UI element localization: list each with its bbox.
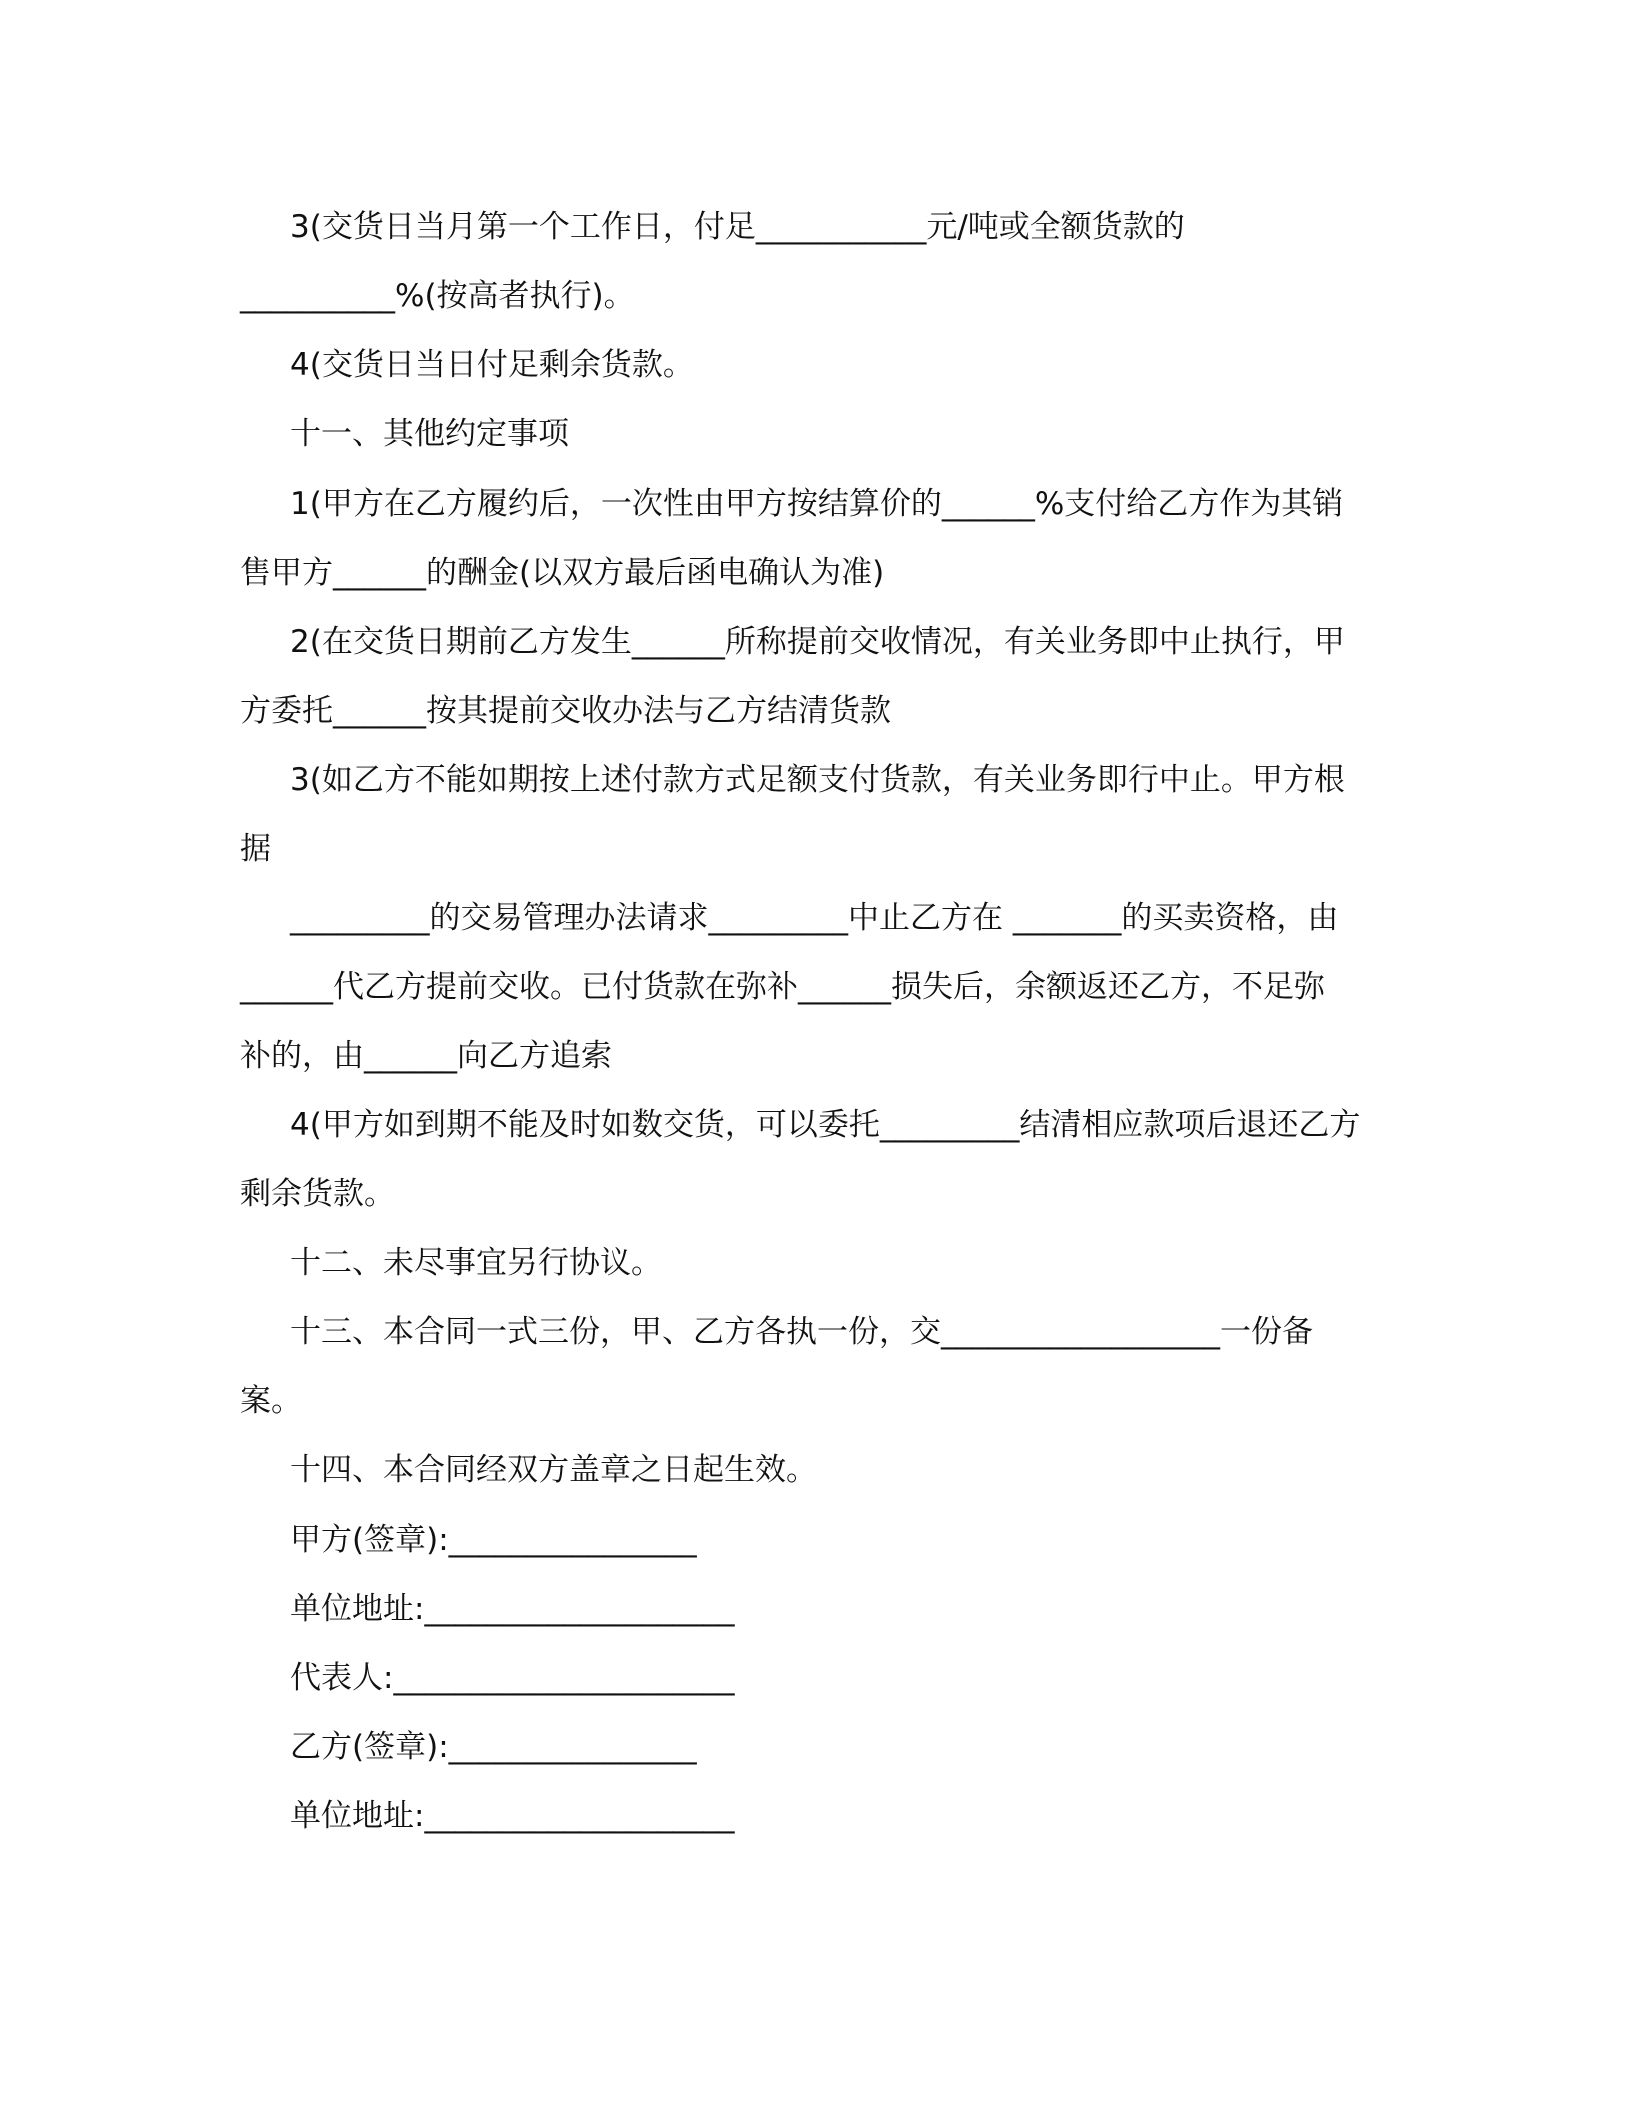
party-a-address: 单位地址:____________________ (290, 1591, 735, 1627)
section-11-heading: 十一、其他约定事项 (290, 416, 569, 452)
party-a-signature: 甲方(签章):________________ (290, 1522, 697, 1558)
clause-10-3-line-2: __________%(按高者执行)。 (240, 278, 635, 314)
clause-10-3-line-1: 3(交货日当月第一个工作日，付足___________元/吨或全额货款的 (290, 209, 1185, 245)
clause-11-2-line-2: 方委托______按其提前交收办法与乙方结清货款 (240, 693, 891, 729)
party-b-signature: 乙方(签章):________________ (290, 1729, 697, 1765)
section-13-line-1: 十三、本合同一式三份，甲、乙方各执一份，交__________________一份备 (290, 1314, 1313, 1350)
clause-11-2-line-1: 2(在交货日期前乙方发生______所称提前交收情况，有关业务即中止执行，甲 (290, 624, 1345, 660)
clause-11-3-line-3: _________的交易管理办法请求_________中止乙方在 _______的买卖资格，由 (290, 900, 1339, 936)
section-14: 十四、本合同经双方盖章之日起生效。 (290, 1452, 817, 1488)
section-13-line-2: 案。 (240, 1383, 302, 1419)
clause-11-4-line-1: 4(甲方如到期不能及时如数交货，可以委托_________结清相应款项后退还乙方 (290, 1107, 1361, 1143)
section-12: 十二、未尽事宜另行协议。 (290, 1245, 662, 1281)
clause-11-3-line-2: 据 (240, 831, 271, 867)
party-b-address: 单位地址:____________________ (290, 1798, 735, 1834)
clause-11-4-line-2: 剩余货款。 (240, 1176, 395, 1212)
clause-11-1-line-2: 售甲方______的酬金(以双方最后函电确认为准) (240, 555, 885, 591)
clause-11-3-line-1: 3(如乙方不能如期按上述付款方式足额支付货款，有关业务即行中止。甲方根 (290, 762, 1345, 798)
clause-11-1-line-1: 1(甲方在乙方履约后，一次性由甲方按结算价的______%支付给乙方作为其销 (290, 486, 1344, 522)
party-a-representative: 代表人:______________________ (290, 1660, 735, 1696)
clause-11-3-line-5: 补的，由______向乙方追索 (240, 1038, 612, 1074)
clause-11-3-line-4: ______代乙方提前交收。已付货款在弥补______损失后，余额返还乙方，不足弥 (240, 969, 1325, 1005)
clause-10-4: 4(交货日当日付足剩余货款。 (290, 347, 694, 383)
